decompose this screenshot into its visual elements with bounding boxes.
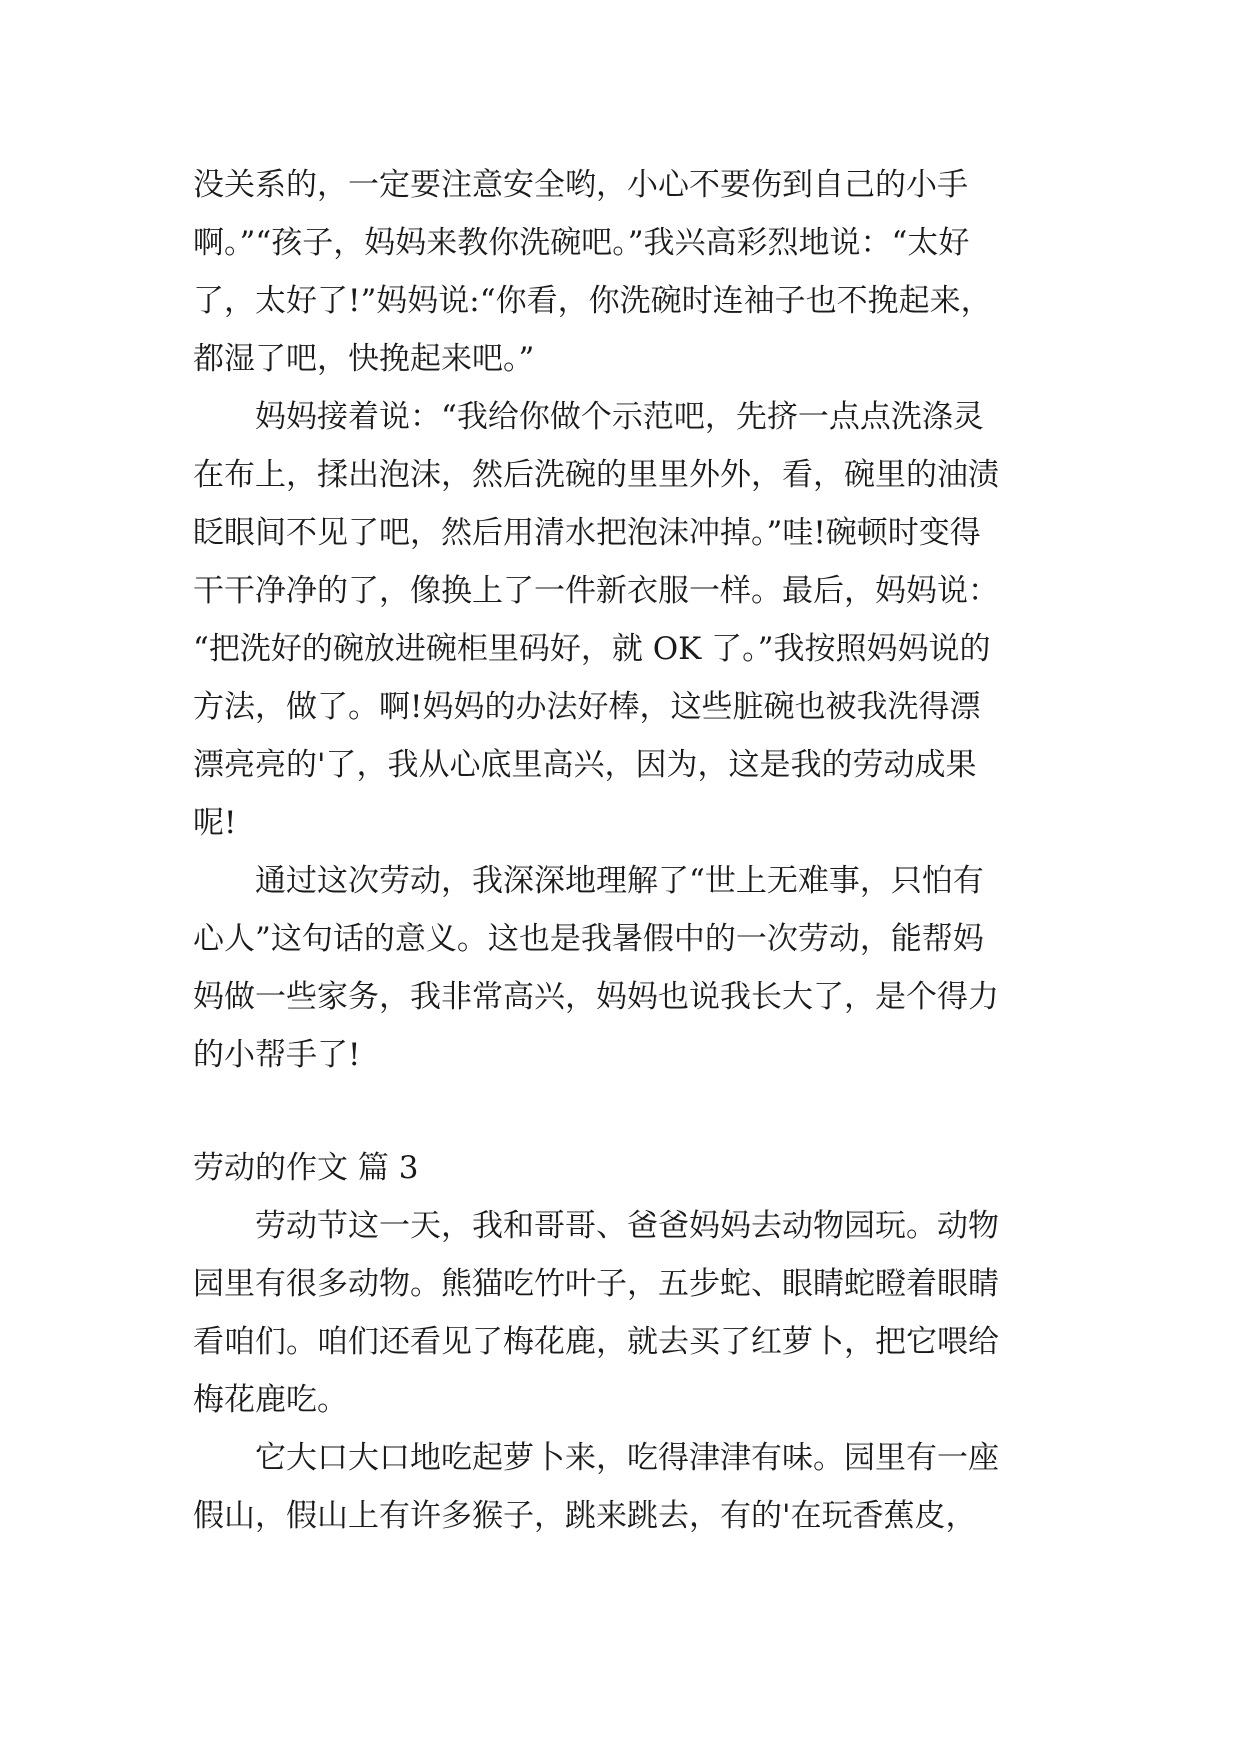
text-line: 啊。”“孩子，妈妈来教你洗碗吧。”我兴高彩烈地说：“太好 [193,225,970,261]
paragraph-start-line: 妈妈接着说：“我给你做个示范吧，先挤一点点洗涤灵 [193,399,984,435]
text-line: 假山，假山上有许多猴子，跳来跳去，有的'在玩香蕉皮， [193,1498,977,1534]
text-line: 没关系的，一定要注意安全哟，小心不要伤到自己的小手 [193,167,968,203]
text-line: 妈做一些家务，我非常高兴，妈妈也说我长大了，是个得力 [193,979,999,1015]
text-line: 心人”这句话的意义。这也是我暑假中的一次劳动，能帮妈 [193,921,984,957]
paragraph-start-line: 劳动节这一天，我和哥哥、爸爸妈妈去动物园玩。动物 [193,1208,999,1244]
text-line: 的小帮手了! [193,1037,361,1073]
text-line: “把洗好的碗放进碗柜里码好，就 OK 了。”我按照妈妈说的 [193,631,991,667]
text-line: 漂亮亮的'了，我从心底里高兴，因为，这是我的劳动成果 [193,747,977,783]
text-line: 梅花鹿吃。 [193,1382,348,1418]
text-line: 呢! [193,805,237,841]
text-line: 了，太好了!”妈妈说:“你看，你洗碗时连袖子也不挽起来， [193,283,992,319]
paragraph-start-line: 通过这次劳动，我深深地理解了“世上无难事，只怕有 [193,863,984,899]
text-line: 看咱们。咱们还看见了梅花鹿，就去买了红萝卜，把它喂给 [193,1324,999,1360]
text-line: 干干净净的了，像换上了一件新衣服一样。最后，妈妈说： [193,573,999,609]
text-line: 在布上，揉出泡沫，然后洗碗的里里外外，看，碗里的油渍 [193,457,999,493]
text-line: 方法，做了。啊!妈妈的办法好棒，这些脏碗也被我洗得漂 [193,689,981,725]
text-line: 园里有很多动物。熊猫吃竹叶子，五步蛇、眼睛蛇瞪着眼睛 [193,1266,999,1302]
section-heading: 劳动的作文 篇 3 [193,1150,419,1186]
paragraph-start-line: 它大口大口地吃起萝卜来，吃得津津有味。园里有一座 [193,1440,999,1476]
text-line: 眨眼间不见了吧，然后用清水把泡沫冲掉。”哇!碗顿时变得 [193,515,981,551]
text-line: 都湿了吧，快挽起来吧。” [193,341,535,377]
